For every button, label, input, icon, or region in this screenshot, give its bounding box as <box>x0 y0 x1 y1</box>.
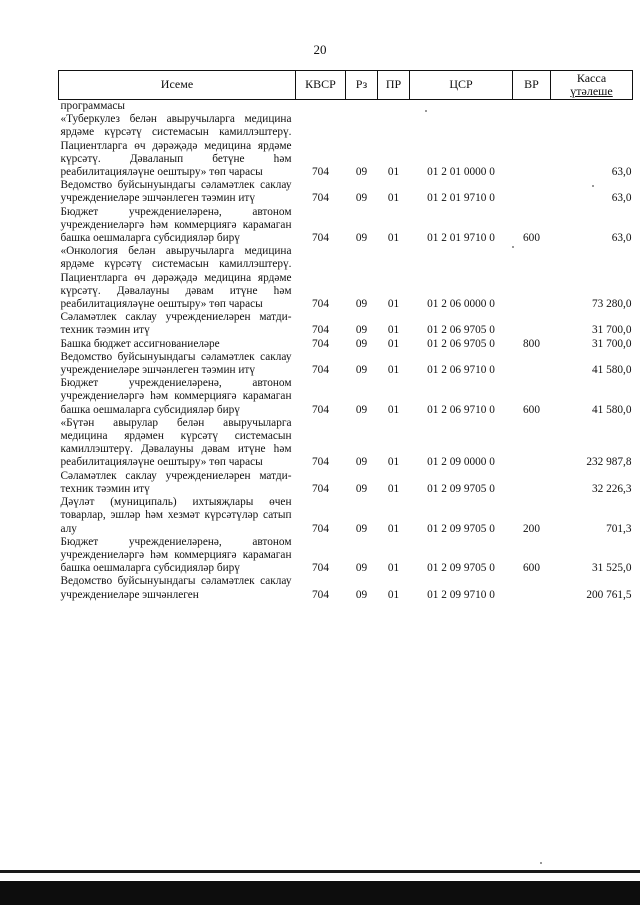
table-row <box>59 496 633 536</box>
cell-kvsr: 704 <box>312 522 329 535</box>
cell-vr <box>513 470 551 496</box>
cell-pr: 01 <box>387 298 400 311</box>
cell-kassa: 63,0 <box>611 232 632 245</box>
page-number: 20 <box>313 42 327 57</box>
cell-name: Бюджет учреждениеләренә, автоном учреждениеләргә һәм коммерциягә карамаган башка оешмаларга субсидияләр бирү <box>60 205 292 245</box>
cell-csr: 01 2 06 9710 0 <box>427 364 495 377</box>
cell-csr: 01 2 06 9710 0 <box>427 403 495 416</box>
cell-rz: 09 <box>355 337 368 350</box>
cell-name: «Онкология белән авыручыларга медицина ярдәме күрсәтү системасын камиллэштерү. Пациентларга өч дәрәҗәдә медицина ярдәме күрсәтү. Дәвалауны дәвам итүне һәм реабилитацияләүне оештыру» төп чарасы <box>60 245 292 311</box>
cell-kassa: 63,0 <box>611 166 632 179</box>
cell-kvsr: 704 <box>312 192 329 205</box>
cell-pr: 01 <box>387 337 400 350</box>
cell-pr: 01 <box>387 166 400 179</box>
table-row <box>59 100 633 114</box>
table-row <box>59 575 633 601</box>
cell-name: Башка бюджет ассигнованиеләре <box>60 337 220 350</box>
cell-kassa: 31 700,0 <box>591 324 632 337</box>
cell-kassa: 232 987,8 <box>586 456 632 469</box>
table-row <box>59 417 633 470</box>
cell-vr: 600 <box>523 403 540 416</box>
cell-pr: 01 <box>387 403 400 416</box>
table-body <box>59 100 633 602</box>
cell-rz: 09 <box>355 324 368 337</box>
table-row <box>59 536 633 576</box>
cell-rz: 09 <box>355 562 368 575</box>
table-row <box>59 311 633 337</box>
cell-kvsr: 704 <box>312 364 329 377</box>
table-row <box>59 206 633 246</box>
cell-name: Бюджет учреждениеләренә, автоном учреждениеләргә һәм коммерциягә карамаган башка оешмаларга субсидияләр бирү <box>60 377 292 416</box>
cell-rz: 09 <box>355 522 368 535</box>
table-row <box>59 470 633 496</box>
scan-speck <box>592 185 594 187</box>
cell-csr: 01 2 09 9710 0 <box>427 588 495 601</box>
cell-vr <box>513 417 551 470</box>
header-vr: ВР <box>513 71 551 100</box>
scan-edge-line <box>0 870 640 873</box>
cell-name: Дәүләт (муниципаль) ихтыяҗлары өчен товарлар, эшләр һәм хезмәт күрсәтүләр сатып алу <box>60 496 292 535</box>
header-pr: ПР <box>378 71 410 100</box>
cell-kassa <box>551 100 633 114</box>
table-row <box>59 338 633 351</box>
cell-csr: 01 2 09 9705 0 <box>427 562 495 575</box>
cell-pr: 01 <box>387 232 400 245</box>
cell-vr: 600 <box>523 562 540 575</box>
cell-rz: 09 <box>355 456 368 469</box>
cell-vr <box>513 245 551 311</box>
cell-kvsr: 704 <box>312 403 329 416</box>
cell-kassa: 200 761,5 <box>586 588 632 601</box>
cell-pr: 01 <box>387 562 400 575</box>
cell-rz: 09 <box>355 298 368 311</box>
cell-vr <box>513 113 551 179</box>
cell-pr: 01 <box>387 364 400 377</box>
cell-csr: 01 2 01 0000 0 <box>427 166 495 179</box>
cell-kassa: 41 580,0 <box>591 403 632 416</box>
cell-kvsr: 704 <box>312 324 329 337</box>
cell-pr: 01 <box>387 522 400 535</box>
cell-kassa: 63,0 <box>611 192 632 205</box>
cell-vr <box>513 179 551 205</box>
cell-kassa: 41 580,0 <box>591 364 632 377</box>
cell-name: Сәламәтлек саклау учреждениеләрен матди-техник тәэмин итү <box>60 311 292 337</box>
cell-name: Бюджет учреждениеләренә, автоном учреждениеләргә һәм коммерциягә карамаган башка оешмаларга субсидияләр бирү <box>60 535 292 575</box>
cell-pr: 01 <box>387 588 400 601</box>
scan-speck <box>540 862 542 864</box>
cell-rz: 09 <box>355 403 368 416</box>
cell-name: Ведомство буйсынуындагы сәламәтлек саклау учреждениеләре эшчәнлеген тәэмин итү <box>60 350 292 377</box>
cell-kvsr: 704 <box>312 337 329 350</box>
cell-pr: 01 <box>387 324 400 337</box>
table-row <box>59 113 633 179</box>
scan-bottom-bar <box>0 881 640 905</box>
cell-pr: 01 <box>387 482 400 495</box>
cell-rz: 09 <box>355 482 368 495</box>
cell-kvsr: 704 <box>312 166 329 179</box>
cell-vr: 200 <box>523 522 540 535</box>
header-rz: Рз <box>346 71 378 100</box>
scan-speck <box>512 246 514 248</box>
cell-kvsr: 704 <box>312 456 329 469</box>
cell-kassa: 701,3 <box>606 522 632 535</box>
cell-kassa: 73 280,0 <box>591 298 632 311</box>
cell-pr: 01 <box>387 456 400 469</box>
cell-pr: 01 <box>387 192 400 205</box>
cell-kvsr <box>296 100 346 114</box>
header-csr: ЦСР <box>410 71 513 100</box>
table-row <box>59 245 633 311</box>
cell-name: «Туберкулез белән авыручыларга медицина ярдәме күрсәтү системасын камиллэштерү. Пациентларга өч дәрәҗәдә медицина ярдәме күрсәтү. Дәваланып бетүне һәм реабилитацияләүне оештыру» төп чарасы <box>60 113 292 179</box>
cell-kvsr: 704 <box>312 588 329 601</box>
header-kassa-line2: үтәлеше <box>570 84 613 98</box>
table-row <box>59 377 633 417</box>
cell-csr: 01 2 06 9705 0 <box>427 337 495 350</box>
table-header <box>59 71 633 100</box>
cell-csr: 01 2 06 9705 0 <box>427 324 495 337</box>
header-kvsr: КВСР <box>296 71 346 100</box>
cell-vr <box>513 351 551 377</box>
table-row <box>59 179 633 205</box>
cell-vr: 600 <box>523 232 540 245</box>
cell-vr <box>513 311 551 337</box>
cell-pr <box>378 100 410 114</box>
cell-kassa: 31 700,0 <box>591 337 632 350</box>
cell-csr: 01 2 01 9710 0 <box>427 192 495 205</box>
cell-rz: 09 <box>355 166 368 179</box>
cell-vr <box>513 100 551 114</box>
cell-rz <box>346 100 378 114</box>
cell-kvsr: 704 <box>312 232 329 245</box>
cell-name: Сәламәтлек саклау учреждениеләрен матди-техник тәэмин итү <box>60 469 292 495</box>
budget-table <box>58 70 633 602</box>
cell-rz: 09 <box>355 192 368 205</box>
header-kassa <box>551 71 633 100</box>
cell-csr: 01 2 09 9705 0 <box>427 522 495 535</box>
cell-kvsr: 704 <box>312 298 329 311</box>
scan-speck <box>425 110 427 112</box>
table-row <box>59 351 633 377</box>
cell-csr: 01 2 09 9705 0 <box>427 482 495 495</box>
cell-kassa: 32 226,3 <box>591 482 632 495</box>
cell-name: Ведомство буйсынуындагы сәламәтлек саклау учреждениеләре эшчәнлеген <box>60 575 292 601</box>
cell-rz: 09 <box>355 364 368 377</box>
cell-csr: 01 2 01 9710 0 <box>427 232 495 245</box>
cell-csr: 01 2 06 0000 0 <box>427 298 495 311</box>
cell-rz: 09 <box>355 588 368 601</box>
header-name: Исеме <box>59 71 296 100</box>
cell-kvsr: 704 <box>312 482 329 495</box>
cell-csr: 01 2 09 0000 0 <box>427 456 495 469</box>
cell-rz: 09 <box>355 232 368 245</box>
cell-name: программасы <box>60 100 125 112</box>
cell-vr <box>513 575 551 601</box>
cell-name: Ведомство буйсынуындагы сәламәтлек саклау учреждениеләре эшчәнлеген тәэмин итү <box>60 179 292 205</box>
cell-name: «Бүтән авырулар белән авыручыларга медицина ярдәмен күрсәтү системасын камиллэштерү. Дәвалауны дәвам итүне һәм реабилитацияләүне оештыру» төп чарасы <box>60 416 292 469</box>
cell-kvsr: 704 <box>312 562 329 575</box>
header-kassa-line1: Касса <box>576 71 607 85</box>
cell-kassa: 31 525,0 <box>591 562 632 575</box>
cell-vr: 800 <box>523 337 540 350</box>
